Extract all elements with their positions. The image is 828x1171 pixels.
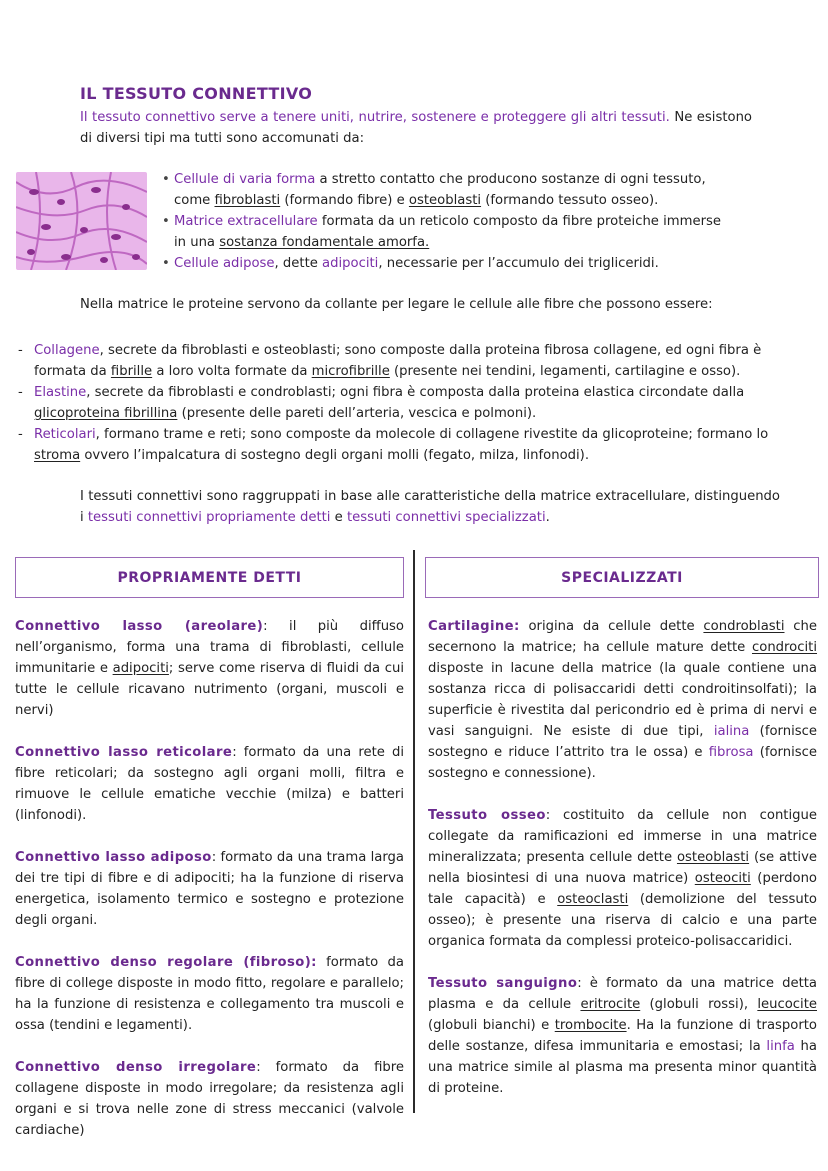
entry-term: Connettivo lasso (areolare) bbox=[15, 619, 264, 634]
summary-text: I tessuti connettivi sono raggruppati in base alle caratteristiche della matrice extracellulare, distinguendo i bbox=[80, 489, 780, 525]
summary-text: . bbox=[545, 510, 550, 525]
page-title: IL TESSUTO CONNETTIVO bbox=[80, 84, 313, 103]
entry-text: disposte in lacune della matrice (la quale contiene una sostanza ricca di polisaccaridi detti condroitinsolfati); la superficie è rivestita dal pericondrio ed è prima di nervi e vasi sanguigni. Ne esiste di due tipi, bbox=[428, 661, 817, 739]
summary-paragraph bbox=[80, 486, 780, 528]
underlined-term: osteoblasti bbox=[676, 850, 750, 865]
list-item bbox=[18, 382, 810, 424]
tissue-image bbox=[16, 172, 147, 270]
entry-text: (fornisce sostegno e riduce l’attrito tra le ossa) e bbox=[428, 724, 817, 760]
fiber-term: Reticolari bbox=[34, 427, 96, 442]
intro-paragraph bbox=[80, 107, 752, 149]
list-item bbox=[18, 340, 810, 382]
entry-lasso-areolare bbox=[15, 616, 404, 721]
underlined-term: fibroblasti bbox=[214, 193, 281, 208]
entry-text: che secernono la matrice; ha cellule mature dette bbox=[428, 619, 817, 655]
underlined-term: leucocite bbox=[757, 997, 817, 1012]
entry-text: (globuli bianchi) e bbox=[428, 1018, 555, 1033]
fiber-text: (presente nei tendini, legamenti, cartilagine e osso). bbox=[389, 364, 741, 379]
underlined-term: stroma bbox=[34, 448, 81, 463]
entry-cartilagine bbox=[428, 616, 817, 784]
bullet-text: (formando tessuto osseo). bbox=[481, 193, 659, 208]
fiber-text: a loro volta formate da bbox=[152, 364, 312, 379]
dash-marker: - bbox=[18, 427, 23, 442]
fiber-term: Elastine bbox=[34, 385, 87, 400]
entry-text: (perdono tale capacità) e bbox=[428, 871, 817, 907]
highlight-term: fibrosa bbox=[708, 745, 754, 760]
entry-term: Connettivo lasso adiposo bbox=[15, 850, 212, 865]
right-column bbox=[428, 616, 817, 1099]
entry-term: Tessuto sanguigno bbox=[428, 976, 578, 991]
list-item-continuation bbox=[162, 232, 762, 253]
bullet-text: come bbox=[174, 193, 215, 208]
summary-text: e bbox=[330, 510, 347, 525]
entry-text: origina da cellule dette bbox=[519, 619, 704, 634]
bullet-term: Matrice extracellulare bbox=[174, 214, 318, 229]
list-item bbox=[18, 424, 810, 466]
entry-text: (demolizione del tessuto osseo); è presente una riserva di calcio e una parte organica formata da complessi proteico-polisaccaridici. bbox=[428, 892, 817, 949]
entry-term: Connettivo lasso reticolare bbox=[15, 745, 233, 760]
fiber-text: (presente delle pareti dell’arteria, vescica e polmoni). bbox=[177, 406, 537, 421]
bullet-text: a stretto contatto che producono sostanze di ogni tessuto, bbox=[315, 172, 706, 187]
underlined-term: eritrocite bbox=[580, 997, 641, 1012]
entry-text: ha una matrice simile al plasma ma presenta minor quantità di proteine. bbox=[428, 1039, 817, 1096]
entry-term: Connettivo denso irregolare bbox=[15, 1060, 257, 1075]
entry-text: : è formato da una matrice detta plasma e da cellule bbox=[428, 976, 817, 1012]
entry-text: : formato da fibre collagene disposte in modo irregolare; da resistenza agli organi e si trova nelle zone di stress meccanici (valvole cardiache) bbox=[15, 1060, 404, 1138]
left-column bbox=[15, 616, 404, 1141]
bullet-term: Cellule di varia forma bbox=[174, 172, 316, 187]
entry-denso-irregolare bbox=[15, 1057, 404, 1141]
list-item bbox=[162, 253, 762, 274]
highlight-term: linfa bbox=[766, 1039, 795, 1054]
underlined-term: microfibrille bbox=[311, 364, 390, 379]
entry-term: Cartilagine: bbox=[428, 619, 520, 634]
entry-text: ; serve come riserva di fluidi da cui tutte le cellule ricavano nutrimento (organi, muscoli e nervi) bbox=[15, 661, 405, 718]
entry-tessuto-osseo bbox=[428, 805, 817, 952]
underlined-term: glicoproteina fibrillina bbox=[34, 406, 178, 421]
bullet-term: Cellule adipose bbox=[174, 256, 275, 271]
list-item bbox=[162, 211, 762, 232]
column-divider bbox=[413, 550, 415, 1113]
entry-text: : il più diffuso nell’organismo, forma una trama di fibroblasti, cellule immunitarie e bbox=[15, 619, 404, 676]
summary-term: tessuti connettivi propriamente detti bbox=[87, 510, 331, 525]
tissue-micrograph-icon bbox=[16, 172, 147, 270]
entry-text: (globuli rossi), bbox=[640, 997, 758, 1012]
underlined-term: condrociti bbox=[752, 640, 817, 655]
entry-text: . Ha la funzione di trasporto delle sostanze, difesa immunitaria e emostasi; la bbox=[428, 1018, 818, 1054]
fiber-text: , secrete da fibroblasti e osteoblasti; sono composte dalla proteina fibrosa collagene, ed ogni fibra è formata da bbox=[34, 343, 762, 379]
header-specializzati: SPECIALIZZATI bbox=[425, 557, 819, 598]
underlined-term: sostanza fondamentale amorfa. bbox=[219, 235, 430, 250]
characteristics-list bbox=[162, 169, 762, 274]
underlined-term: condroblasti bbox=[703, 619, 785, 634]
entry-denso-regolare bbox=[15, 952, 404, 1036]
underlined-term: trombocite bbox=[554, 1018, 627, 1033]
bullet-text: (formando fibre) e bbox=[280, 193, 409, 208]
underlined-term: osteoblasti bbox=[408, 193, 482, 208]
fiber-text: , formano trame e reti; sono composte da molecole di collagene rivestite da glicoproteine; formano lo bbox=[95, 427, 769, 442]
fiber-text: ovvero l’impalcatura di sostegno degli organi molli (fegato, milza, linfonodi). bbox=[80, 448, 590, 463]
underlined-term: adipociti bbox=[112, 661, 169, 676]
entry-text: : formato da una rete di fibre reticolari; da sostegno agli organi molli, filtra e rimuove le cellule ematiche vecchie (milza) e batteri (linfonodi). bbox=[15, 745, 404, 823]
fiber-list bbox=[18, 340, 810, 466]
highlight-term: ialina bbox=[713, 724, 750, 739]
entry-text: (se attive nella biosintesi di una nuova matrice) bbox=[428, 850, 817, 886]
entry-text: (fornisce sostegno e connessione). bbox=[428, 745, 817, 781]
entry-lasso-reticolare bbox=[15, 742, 404, 826]
header-propriamente-detti: PROPRIAMENTE DETTI bbox=[15, 557, 404, 598]
entry-text: : formato da una trama larga dei tre tipi di fibre e di adipociti; ha la funzione di riserva energetica, isolamento termico e sostegno e protezione degli organi. bbox=[15, 850, 404, 928]
intro-highlight: Il tessuto connettivo serve a tenere uniti, nutrire, sostenere e proteggere gli altri tessuti. bbox=[80, 110, 670, 125]
summary-term: tessuti connettivi specializzati bbox=[346, 510, 546, 525]
fiber-text: , secrete da fibroblasti e condroblasti; ogni fibra è composta dalla proteina elastica circondate dalla bbox=[86, 385, 745, 400]
bullet-text: , necessarie per l’accumulo dei trigliceridi. bbox=[378, 256, 659, 271]
entry-tessuto-sanguigno bbox=[428, 973, 817, 1099]
list-item bbox=[162, 169, 762, 190]
intro-text: Ne esistono di diversi tipi ma tutti sono accomunati da: bbox=[80, 110, 752, 146]
entry-term: Connettivo denso regolare (fibroso): bbox=[15, 955, 317, 970]
entry-lasso-adiposo bbox=[15, 847, 404, 931]
entry-term: Tessuto osseo bbox=[428, 808, 546, 823]
entry-text: formato da fibre di college disposte in modo fitto, regolare e parallelo; ha la funzione di resistenza e collegamento tra muscoli e ossa (tendini e legamenti). bbox=[15, 955, 405, 1033]
entry-text: : costituito da cellule non contigue collegate da ramificazioni ed immerse in una matrice mineralizzata; presenta cellule dette bbox=[428, 808, 817, 865]
dash-marker: - bbox=[18, 385, 23, 400]
bullet-text: in una bbox=[174, 235, 220, 250]
underlined-term: osteoclasti bbox=[557, 892, 629, 907]
matrice-paragraph: Nella matrice le proteine servono da collante per legare le cellule alle fibre che possono essere: bbox=[80, 297, 713, 312]
bullet-term: adipociti bbox=[322, 256, 379, 271]
list-item-continuation bbox=[162, 190, 762, 211]
bullet-text: formata da un reticolo composto da fibre proteiche immerse bbox=[317, 214, 721, 229]
underlined-term: osteociti bbox=[694, 871, 751, 886]
underlined-term: fibrille bbox=[110, 364, 153, 379]
bullet-text: , dette bbox=[274, 256, 323, 271]
dash-marker: - bbox=[18, 343, 23, 358]
fiber-term: Collagene bbox=[34, 343, 100, 358]
